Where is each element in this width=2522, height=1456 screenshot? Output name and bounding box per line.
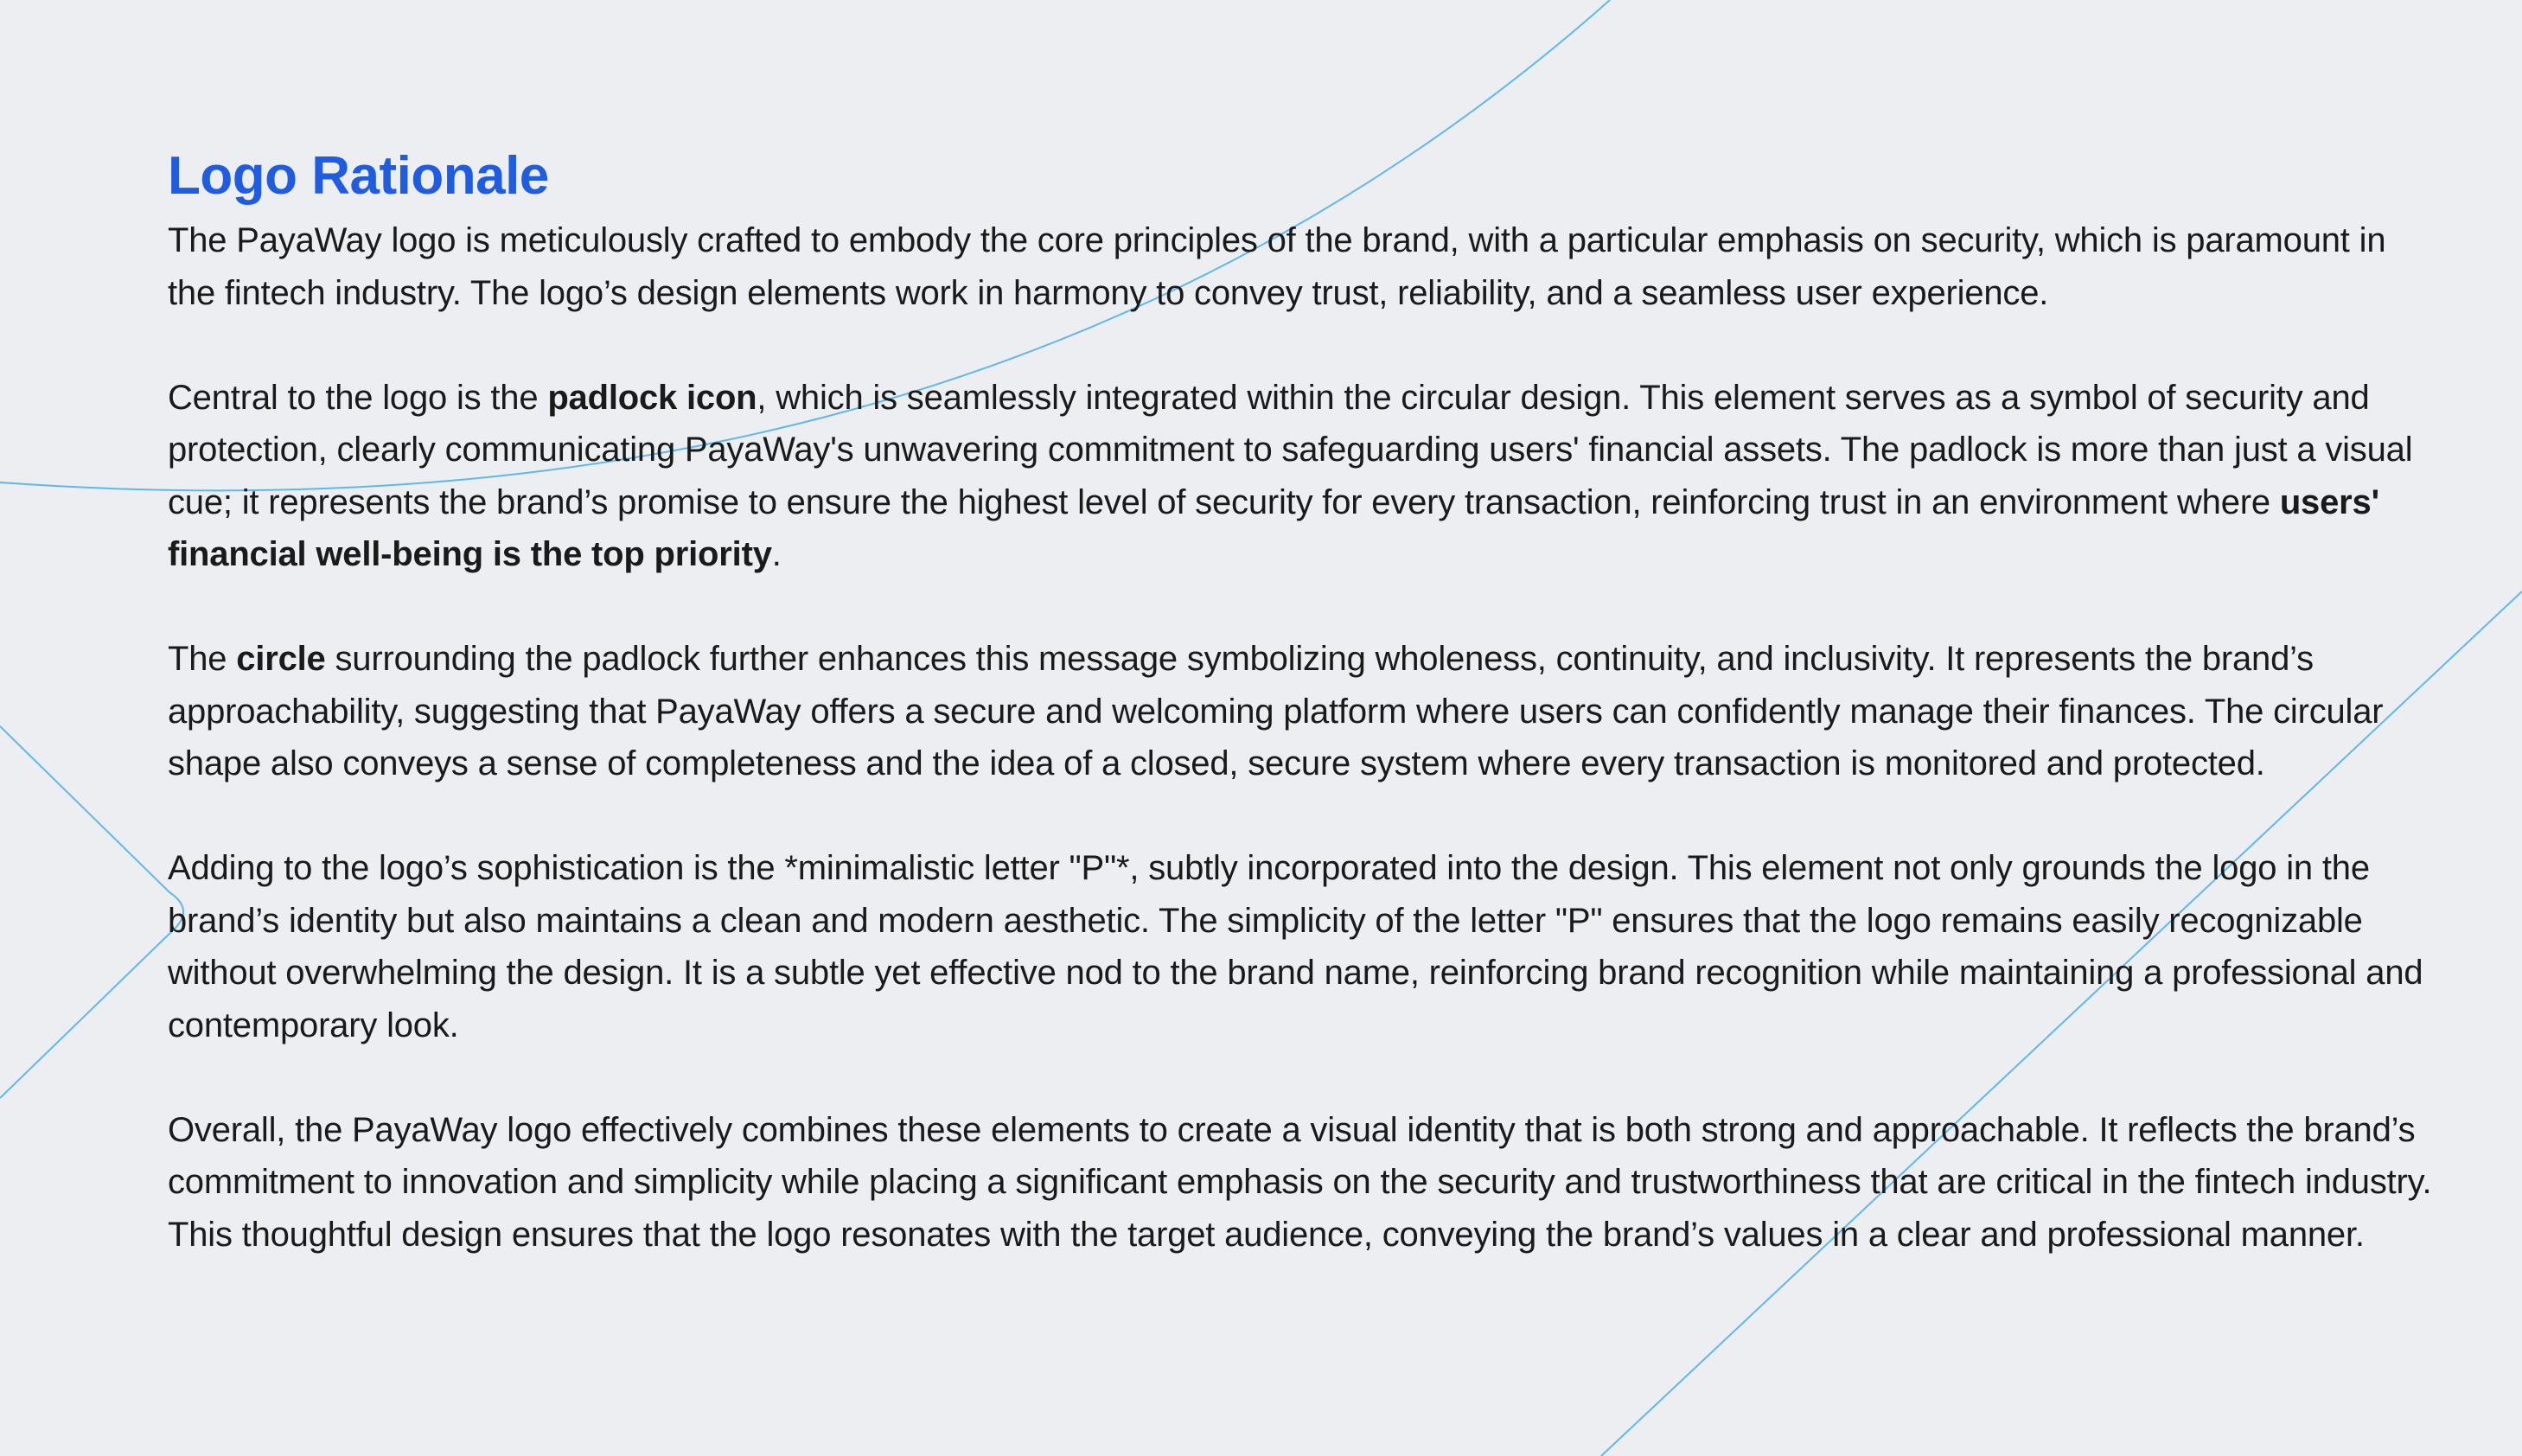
paragraph-overall: Overall, the PayaWay logo effectively combines these elements to create a visual identity that is both strong and approachable. It reflects the brand’s commitment to innovation and simplicity while placing a significant emphasis on the security and trustworthiness that are critical in the fintech industry. This thoughtful design ensures that the logo resonates with the target audience, conveying the brand’s values in a clear and professional manner. — [168, 1110, 2432, 1254]
paragraph-padlock-emphasis: users' financial well-being is the top priority — [168, 482, 2379, 573]
logo-rationale-section — [168, 138, 2437, 1313]
paragraph-padlock-emphasis: padlock icon — [547, 378, 757, 417]
paragraph-padlock-text: , which is seamlessly integrated within the circular design. This element serves as a symbol of security and protection, clearly communicating PayaWay's unwavering commitment to safeguarding users' financial assets. The padlock is more than just a visual cue; it represents the brand’s promise to ensure the highest level of security for every transaction, reinforcing trust in an environment where — [168, 378, 2413, 521]
paragraph-circle-text: surrounding the padlock further enhances this message symbolizing wholeness, continuity, and inclusivity. It represents the brand’s approachability, suggesting that PayaWay offers a secure and welcoming platform where users can confidently manage their finances. The circular shape also conveys a sense of completeness and the idea of a closed, secure system where every transaction is monitored and protected. — [168, 640, 2384, 782]
decor-diagonal-line-left — [0, 726, 183, 1098]
paragraph-padlock-text: . — [771, 535, 782, 573]
paragraph-circle — [168, 633, 2437, 790]
paragraph-circle-emphasis: circle — [236, 640, 326, 678]
paragraph-intro: The PayaWay logo is meticulously crafted to embody the core principles of the brand, with a particular emphasis on security, which is paramount in the fintech industry. The logo’s design elements work in harmony to convey trust, reliability, and a seamless user experience. — [168, 221, 2386, 312]
paragraph-circle-text: The — [168, 640, 237, 678]
section-title: Logo Rationale — [168, 146, 549, 206]
paragraph-padlock-text: Central to the logo is the — [168, 378, 548, 417]
paragraph-letter-p: Adding to the logo’s sophistication is the *minimalistic letter "P"*, subtly incorporated into the design. This element not only grounds the logo in the brand’s identity but also maintains a clean and modern aesthetic. The simplicity of the letter "P" ensures that the logo remains easily recognizable without overwhelming the design. It is a subtle yet effective nod to the brand name, reinforcing brand recognition while maintaining a professional and contemporary look. — [168, 849, 2423, 1044]
paragraph-padlock — [168, 372, 2437, 581]
